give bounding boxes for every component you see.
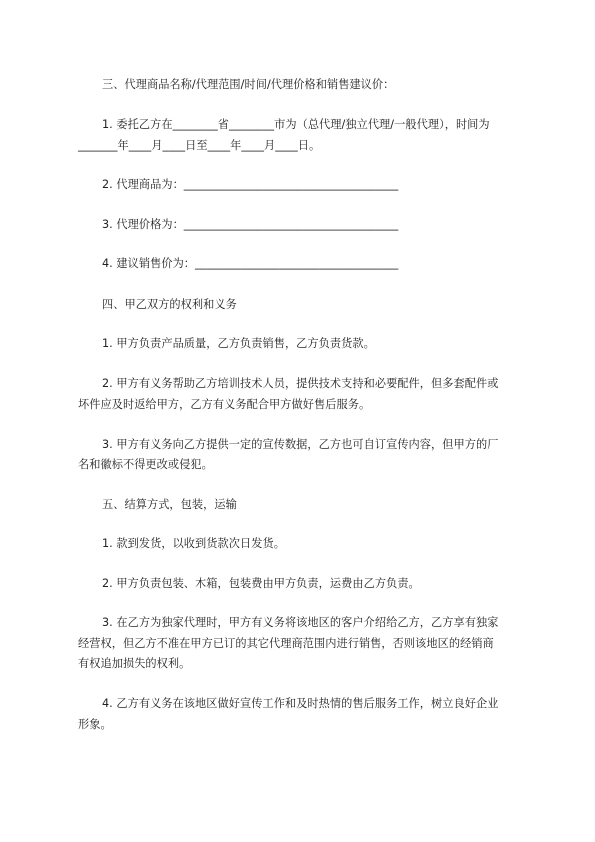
settlement-clause-3: 3. 在乙方为独家代理时，甲方有义务将该地区的客户介绍给乙方，乙方享有独家 — [102, 616, 499, 629]
rights-clause-3-continued: 名和徽标不得更改或侵犯。 — [78, 458, 213, 471]
rights-clause-3: 3. 甲方有义务向乙方提供一定的宣传数据，乙方也可自订宣传内容，但甲方的厂 — [102, 438, 499, 451]
agency-clause-2: 2. 代理商品为：______________________________________ — [102, 178, 399, 191]
settlement-clause-3-continued-2: 有权追加损失的权利。 — [78, 657, 191, 670]
agency-clause-1-continued: _______年____月____日至____年____月____日。 — [78, 139, 321, 152]
rights-clause-2: 2. 甲方有义务帮助乙方培训技术人员，提供技术支持和必要配件，但多套配件或 — [102, 377, 499, 390]
settlement-clause-2: 2. 甲方负责包装、木箱，包装费由甲方负责，运费由乙方负责。 — [102, 577, 420, 590]
agency-clause-3: 3. 代理价格为：______________________________________ — [102, 218, 399, 231]
section-heading-rights-obligations: 四、甲乙双方的权利和义务 — [102, 298, 237, 311]
agency-clause-4: 4. 建议销售价为：____________________________________ — [102, 257, 399, 270]
rights-clause-2-continued: 坏件应及时返给甲方，乙方有义务配合甲方做好售后服务。 — [78, 398, 371, 411]
rights-clause-1: 1. 甲方负责产品质量，乙方负责销售，乙方负责货款。 — [102, 337, 375, 350]
settlement-clause-4: 4. 乙方有义务在该地区做好宣传工作和及时热情的售后服务工作，树立良好企业 — [102, 697, 499, 710]
agency-clause-1: 1. 委托乙方在________省________市为（总代理/独立代理/一般代理），时间为 — [102, 118, 490, 131]
settlement-clause-1: 1. 款到发货，以收到货款次日发货。 — [102, 537, 285, 550]
settlement-clause-4-continued: 形象。 — [78, 718, 112, 731]
settlement-clause-3-continued-1: 经营权，但乙方不准在甲方已订的其它代理商范围内进行销售，否则该地区的经销商 — [78, 637, 494, 650]
section-heading-settlement-packaging-transport: 五、结算方式，包装，运输 — [102, 498, 237, 511]
section-heading-agency-terms: 三、代理商品名称/代理范围/时间/代理价格和销售建议价： — [102, 78, 395, 91]
